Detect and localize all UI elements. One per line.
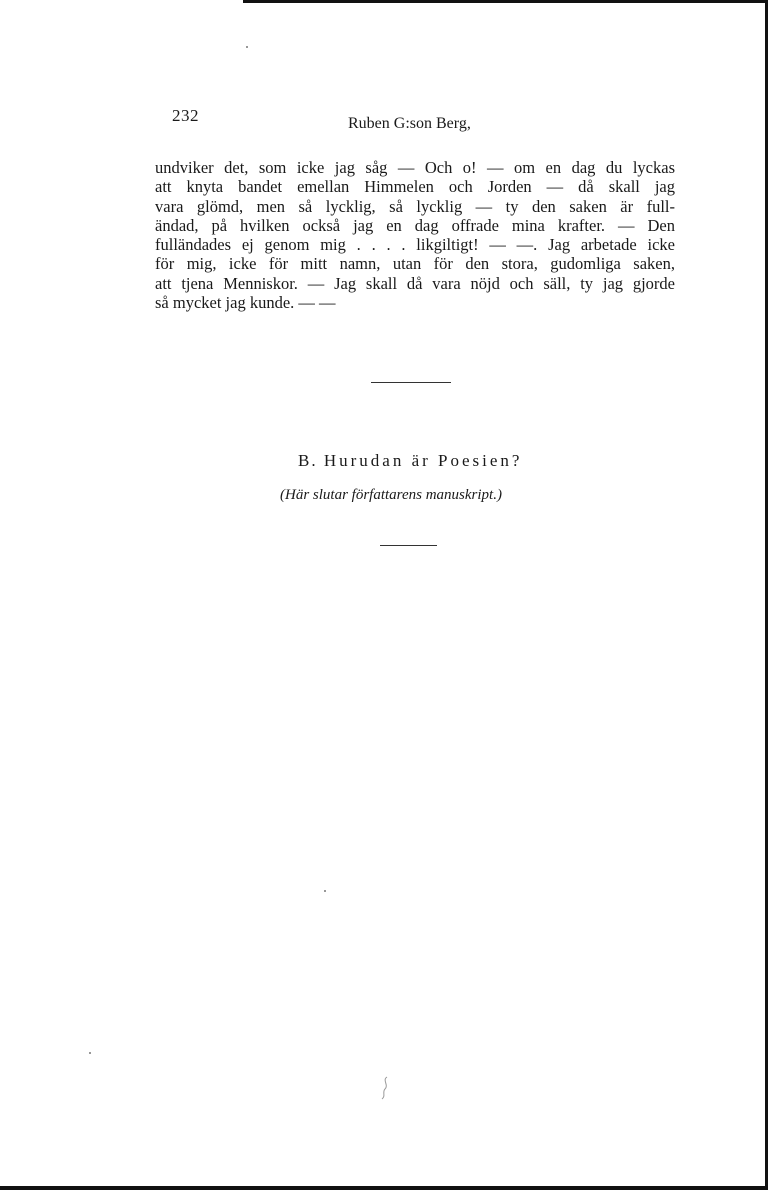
page-number: 232 bbox=[172, 106, 199, 125]
text-line: för mig, icke för mitt namn, utan för den stora, gudomliga saken, bbox=[155, 254, 675, 274]
scan-edge-bottom bbox=[0, 1186, 768, 1190]
text-line: undviker det, som icke jag såg — Och o! — om en dag du lyckas bbox=[155, 158, 675, 177]
scan-speck bbox=[89, 1052, 91, 1054]
text-line: att tjena Menniskor. — Jag skall då vara nöjd och säll, ty jag gjorde bbox=[155, 273, 675, 293]
scan-speck bbox=[246, 46, 248, 48]
section-heading bbox=[298, 451, 522, 471]
text-line: vara glömd, men så lycklig, så lycklig — ty den saken är full- bbox=[155, 196, 675, 216]
scan-mark bbox=[378, 1075, 392, 1101]
section-divider-top bbox=[371, 382, 451, 383]
scan-speck bbox=[324, 890, 326, 892]
editorial-note: (Här slutar författarens manuskript.) bbox=[280, 487, 502, 503]
text-line: fulländades ej genom mig . . . . likgiltigt! — —. Jag arbetade icke bbox=[155, 235, 675, 255]
running-head: Ruben G:son Berg, bbox=[348, 115, 471, 132]
section-label: B. bbox=[298, 451, 318, 470]
text-line: ändad, på hvilken också jag en dag offrade mina krafter. — Den bbox=[155, 215, 675, 235]
scan-edge-top bbox=[243, 0, 768, 3]
text-line: att knyta bandet emellan Himmelen och Jorden — då skall jag bbox=[155, 177, 675, 197]
section-divider-bottom bbox=[380, 545, 437, 546]
text-line: så mycket jag kunde. — — bbox=[155, 293, 336, 313]
body-text bbox=[155, 158, 675, 312]
section-title: Hurudan är Poesien? bbox=[323, 451, 523, 470]
